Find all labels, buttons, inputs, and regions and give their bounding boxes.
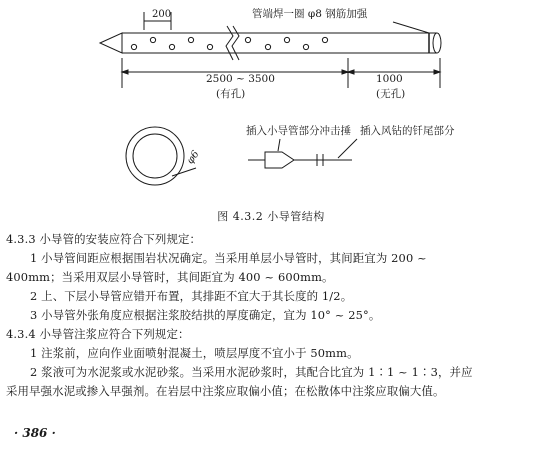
dim-holed-length: 2500 ~ 3500 <box>206 73 275 85</box>
grout-holes <box>131 37 327 49</box>
clause-4-3-3-item-3: 3 小导管外张角度应根据注浆胶结拱的厚度确定，宜为 10° ~ 25°。 <box>30 308 381 322</box>
page-number: · 386 · <box>14 426 56 440</box>
figure-caption: 图 4.3.2 小导管结构 <box>217 210 325 223</box>
clause-4-3-3-item-1: 1 小导管间距应根据围岩状况确定。当采用单层小导管时，其间距宜为 200 ~ <box>30 251 427 265</box>
clause-4-3-3-heading: 4.3.3 小导管的安装应符合下列规定： <box>6 232 202 246</box>
pipe-tip <box>100 33 122 53</box>
clause-4-3-4-heading: 4.3.4 小导管注浆应符合下列规定： <box>6 327 190 341</box>
clause-4-3-4-item-2-cont: 采用早强水泥或掺入早强剂。在岩层中注浆应取偏小值；在松散体中注浆应取偏大值。 <box>6 384 445 398</box>
dim-spacing: 200 <box>152 9 172 20</box>
label-drill: 插入风钻的钎尾部分 <box>360 125 455 137</box>
clause-4-3-3-item-2: 2 上、下层小导管应错开布置，其排距不宜大于其长度的 1/2。 <box>30 289 353 303</box>
clause-4-3-4-item-1: 1 注浆前，应向作业面喷射混凝土，喷层厚度不宜小于 50mm。 <box>30 346 359 360</box>
clause-4-3-3-item-1-cont: 400mm；当采用双层小导管时，其间距宜为 400 ~ 600mm。 <box>6 270 334 284</box>
pipe-structure-figure <box>0 0 542 205</box>
diameter-label: φ6 <box>184 148 202 167</box>
label-reinforced-end: 管端焊一圈 φ8 钢筋加强 <box>252 8 368 20</box>
clause-4-3-4-item-2: 2 浆液可为水泥浆或水泥砂浆。当采用水泥砂浆时，其配合比宜为 1∶1 ~ 1∶3，并应 <box>30 365 473 379</box>
drill-tail <box>248 139 357 168</box>
label-hammer: 插入小导管部分冲击捶 <box>246 125 351 137</box>
dim-plain-note: (无孔) <box>376 88 406 100</box>
cross-section <box>126 127 196 185</box>
dim-plain-length: 1000 <box>376 73 403 85</box>
dim-holed-note: (有孔) <box>216 88 246 100</box>
